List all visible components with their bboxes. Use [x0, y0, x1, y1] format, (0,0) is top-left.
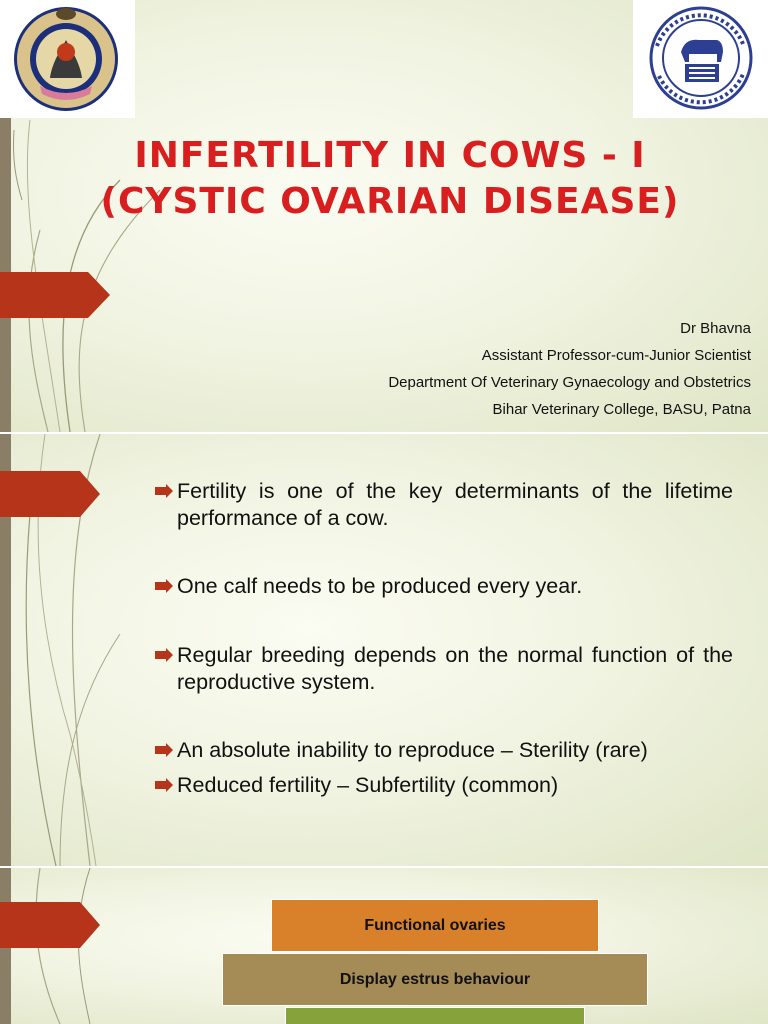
- bullet-list: [155, 478, 733, 799]
- author-credits: [388, 315, 751, 423]
- title-line-1: INFERTILITY IN COWS - I: [134, 135, 646, 176]
- red-arrow-tab: [0, 902, 100, 948]
- red-arrow-tab: [0, 272, 110, 318]
- arrow-bullet-icon: [155, 579, 173, 593]
- author-designation: Assistant Professor-cum-Junior Scientist: [481, 347, 751, 364]
- author-institution: Bihar Veterinary College, BASU, Patna: [492, 401, 751, 418]
- bullet-item: Fertility is one of the key determinants of the lifetime performance of a cow.: [155, 478, 733, 532]
- flow-box-estrus-behaviour: Display estrus behaviour: [222, 953, 648, 1006]
- author-department: Department Of Veterinary Gynaecology and Obstetrics: [388, 374, 751, 391]
- flow-box-next: [285, 1007, 585, 1024]
- basu-university-logo: [633, 0, 768, 118]
- content-slide: [0, 434, 768, 866]
- red-arrow-tab: [0, 471, 100, 517]
- slide-title: [100, 133, 680, 225]
- bullet-item: Reduced fertility – Subfertility (common): [155, 772, 733, 799]
- arrow-bullet-icon: [155, 743, 173, 757]
- title-slide: [0, 0, 768, 432]
- bullet-item: One calf needs to be produced every year.: [155, 573, 733, 600]
- bullet-item: Regular breeding depends on the normal function of the reproductive system.: [155, 642, 733, 696]
- flowchart-slide: [0, 868, 768, 1024]
- flow-box-functional-ovaries: Functional ovaries: [271, 899, 599, 952]
- arrow-bullet-icon: [155, 484, 173, 498]
- arrow-bullet-icon: [155, 778, 173, 792]
- bullet-item: An absolute inability to reproduce – Sterility (rare): [155, 737, 733, 764]
- arrow-bullet-icon: [155, 648, 173, 662]
- veterinary-college-logo: [0, 0, 135, 118]
- author-name: Dr Bhavna: [680, 320, 751, 337]
- title-line-2: (CYSTIC OVARIAN DISEASE): [100, 181, 680, 222]
